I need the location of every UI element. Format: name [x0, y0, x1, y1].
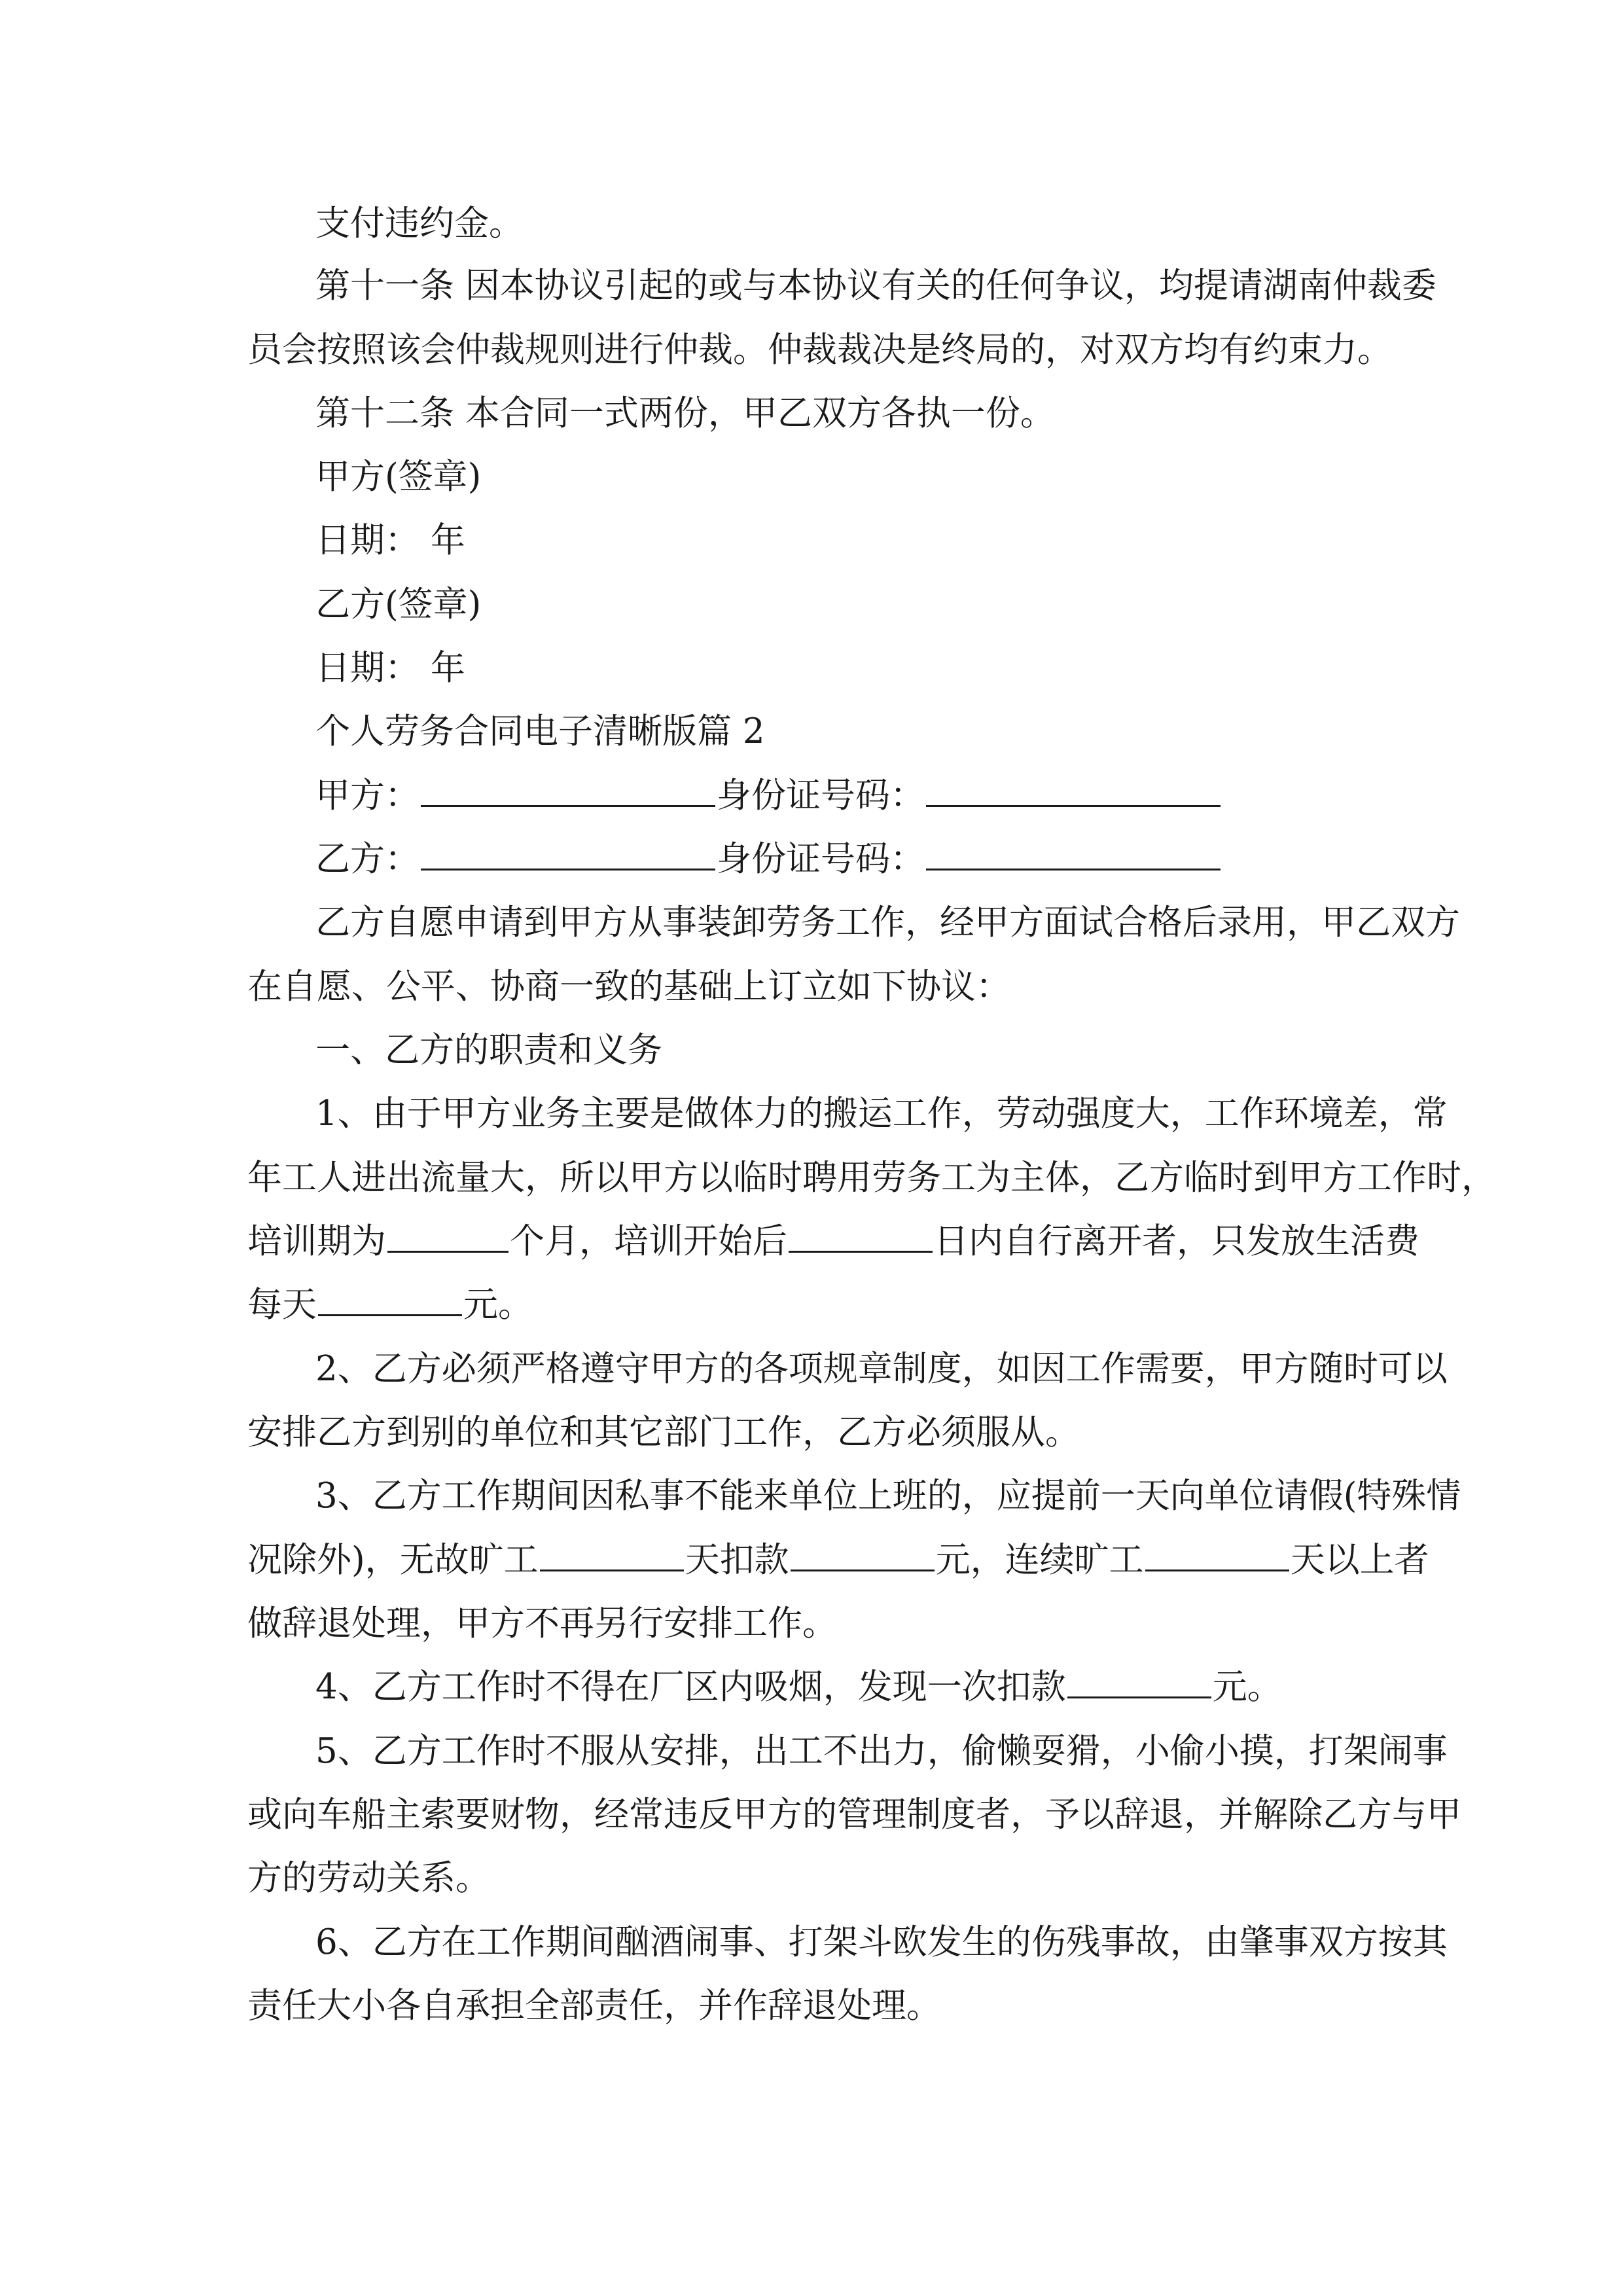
fill-blank — [540, 1539, 684, 1571]
clause-1-line-2: 年工人进出流量大，所以甲方以临时聘用劳务工为主体，乙方临时到甲方工作时， — [247, 1158, 1496, 1198]
party-b-id-row — [315, 838, 1222, 880]
clause-5-line-3: 方的劳动关系。 — [247, 1858, 490, 1898]
clause-1-line-1: 1、由于甲方业务主要是做体力的搬运工作，劳动强度大，工作环境差，常 — [315, 1094, 1448, 1134]
clause-1-line-3 — [247, 1221, 1419, 1263]
fill-blank — [318, 1284, 462, 1316]
text-span: 培训期为 — [247, 1221, 386, 1261]
article-11-line-2: 员会按照该会仲裁规则进行仲裁。仲裁裁决是终局的，对双方均有约束力。 — [247, 330, 1392, 370]
party-b-signature: 乙方(签章) — [315, 584, 482, 624]
preamble-line-2: 在自愿、公平、协商一致的基础上订立如下协议： — [247, 967, 1010, 1007]
party-b-label: 乙方： — [315, 839, 419, 879]
fill-blank — [387, 1221, 508, 1253]
text-span: 个月，培训开始后 — [510, 1221, 787, 1261]
clause-1-line-4 — [247, 1284, 533, 1326]
fill-blank — [1145, 1539, 1289, 1571]
text-span: 元。 — [463, 1285, 533, 1325]
clause-2-line-1: 2、乙方必须严格遵守甲方的各项规章制度，如因工作需要，甲方随时可以 — [315, 1349, 1448, 1389]
text-line: 支付违约金。 — [315, 204, 524, 243]
clause-5-line-2: 或向车船主索要财物，经常违反甲方的管理制度者，予以辞退，并解除乙方与甲 — [247, 1795, 1461, 1835]
party-a-id-row — [315, 775, 1222, 817]
clause-3-line-1: 3、乙方工作期间因私事不能来单位上班的，应提前一天向单位请假(特殊情 — [315, 1476, 1461, 1516]
fill-blank — [791, 1539, 935, 1571]
clause-6-line-1: 6、乙方在工作期间酗酒闹事、打架斗欧发生的伤残事故，由肇事双方按其 — [315, 1922, 1448, 1962]
section-heading: 一、乙方的职责和义务 — [315, 1030, 662, 1070]
text-span: 日内自行离开者，只发放生活费 — [934, 1221, 1419, 1261]
text-span: 况除外)，无故旷工 — [247, 1540, 539, 1580]
clause-4 — [315, 1666, 1282, 1708]
clause-6-line-2: 责任大小各自承担全部责任，并作辞退处理。 — [247, 1986, 941, 2026]
clause-3-line-3: 做辞退处理，甲方不再另行安排工作。 — [247, 1604, 837, 1643]
fill-blank — [421, 775, 715, 807]
party-a-date: 日期： 年 — [315, 520, 465, 560]
fill-blank — [789, 1221, 933, 1253]
id-number-label: 身份证号码： — [717, 776, 925, 816]
article-11-line-1: 第十一条 因本协议引起的或与本协议有关的任何争议，均提请湖南仲裁委 — [315, 266, 1436, 306]
fill-blank — [926, 838, 1221, 870]
fill-blank — [421, 838, 715, 870]
clause-3-line-2 — [247, 1539, 1429, 1581]
party-a-label: 甲方： — [315, 776, 419, 816]
preamble-line-1: 乙方自愿申请到甲方从事装卸劳务工作，经甲方面试合格后录用，甲乙双方 — [315, 903, 1460, 942]
text-span: 4、乙方工作时不得在厂区内吸烟，发现一次扣款 — [315, 1667, 1066, 1707]
party-a-signature: 甲方(签章) — [315, 457, 482, 497]
fill-blank — [1067, 1666, 1211, 1698]
party-b-date: 日期： 年 — [315, 648, 465, 688]
text-span: 每天 — [247, 1285, 317, 1325]
text-span: 元，连续旷工 — [935, 1540, 1144, 1580]
clause-5-line-1: 5、乙方工作时不服从安排，出工不出力，偷懒耍猾，小偷小摸，打架闹事 — [315, 1731, 1448, 1771]
article-12: 第十二条 本合同一式两份，甲乙双方各执一份。 — [315, 393, 1055, 433]
text-span: 天以上者 — [1290, 1540, 1429, 1580]
clause-2-line-2: 安排乙方到别的单位和其它部门工作，乙方必须服从。 — [247, 1412, 1080, 1452]
text-span: 天扣款 — [685, 1540, 789, 1580]
section-title: 个人劳务合同电子清晰版篇 2 — [315, 711, 765, 751]
id-number-label: 身份证号码： — [717, 839, 925, 879]
fill-blank — [926, 775, 1221, 807]
text-span: 元。 — [1212, 1667, 1282, 1707]
